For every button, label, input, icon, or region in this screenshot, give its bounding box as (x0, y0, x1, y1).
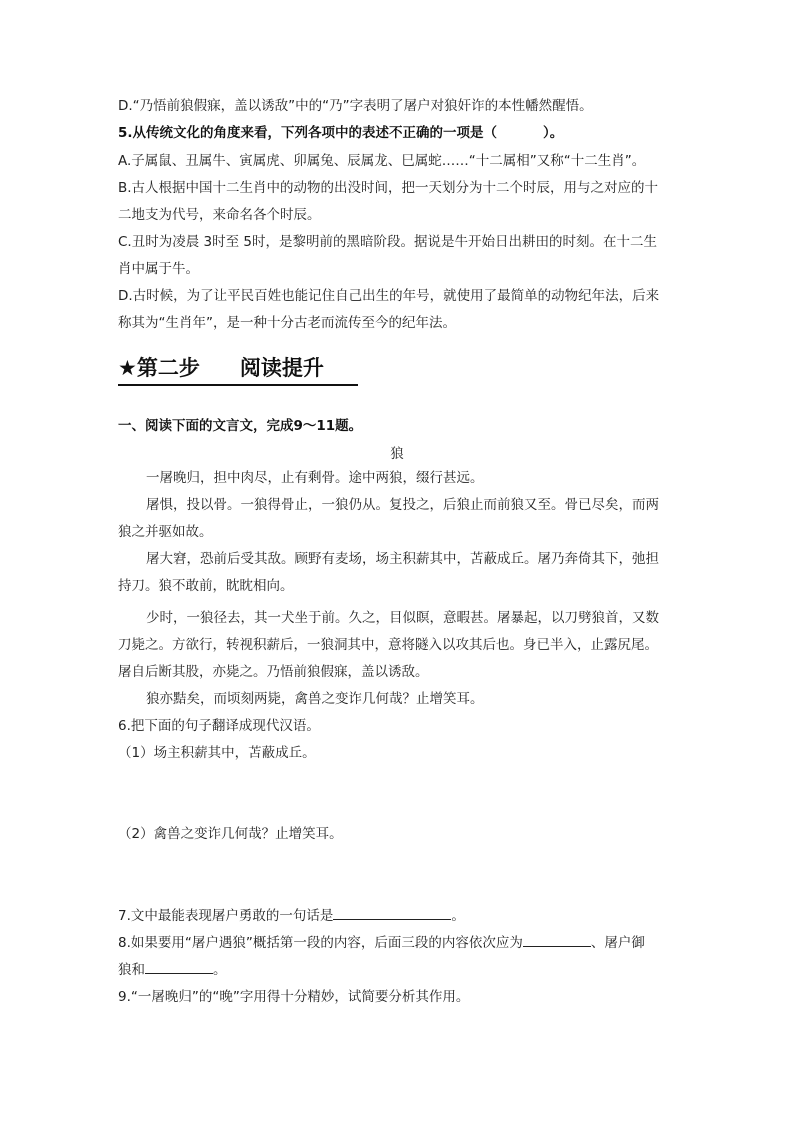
question-8-line1: 8.如果要用“屠户遇狼”概括第一段的内容，后面三段的内容依次应为 、屠户御 (118, 935, 645, 951)
passage-title: 狼 (390, 446, 404, 462)
answer-blank (145, 961, 213, 974)
question-5-option-c-line1: C.丑时为凌晨 3时至 5时，是黎明前的黑暗阶段。据说是牛开始日出耕田的时刻。在十二生 (118, 234, 657, 250)
question-5-option-b-line2: 二地支为代号，来命名各个时辰。 (118, 207, 321, 223)
question-4-option-d: D.“乃悟前狼假寐，盖以诱敌”中的“乃”字表明了屠户对狼奸诈的本性幡然醒悟。 (118, 98, 593, 114)
passage-paragraph-1: 一屠晚归，担中肉尽，止有剩骨。途中两狼，缀行甚远。 (146, 470, 484, 486)
question-6-stem: 6.把下面的句子翻译成现代汉语。 (118, 718, 320, 734)
question-8-line2: 狼和 。 (118, 962, 227, 978)
question-6-sentence-1: （1）场主积薪其中，苫蔽成丘。 (118, 745, 316, 761)
question-5-option-d-line2: 称其为“生肖年”，是一种十分古老而流传至今的纪年法。 (118, 315, 456, 331)
question-5-stem: 5.从传统文化的角度来看，下列各项中的表述不正确的一项是（ ）。 (118, 125, 564, 141)
passage-paragraph-4-line3: 屠自后断其股，亦毙之。乃悟前狼假寐，盖以诱敌。 (118, 664, 429, 680)
answer-blank (523, 934, 591, 947)
passage-paragraph-4-line1: 少时，一狼径去，其一犬坐于前。久之，目似瞑，意暇甚。屠暴起，以刀劈狼首，又数 (146, 610, 659, 626)
question-5-option-b-line1: B.古人根据中国十二生肖中的动物的出没时间，把一天划分为十二个时辰，用与之对应的十 (118, 180, 659, 196)
passage-paragraph-2-line1: 屠惧，投以骨。一狼得骨止，一狼仍从。复投之，后狼止而前狼又至。骨已尽矣，而两 (146, 497, 659, 513)
question-5-option-c-line2: 肖中属于牛。 (118, 261, 199, 277)
question-6-sentence-2: （2）禽兽之变诈几何哉？止增笑耳。 (118, 826, 343, 842)
passage-paragraph-4-line2: 刀毙之。方欲行，转视积薪后，一狼洞其中，意将隧入以攻其后也。身已半入，止露尻尾。 (118, 637, 658, 653)
question-5-option-d-line1: D.古时候，为了让平民百姓也能记住自己出生的年号，就使用了最简单的动物纪年法，后来 (118, 288, 660, 304)
answer-blank (333, 907, 451, 920)
passage-paragraph-5: 狼亦黠矣，而顷刻两毙，禽兽之变诈几何哉？止增笑耳。 (146, 691, 484, 707)
section-1-instruction: 一、阅读下面的文言文，完成9～11题。 (118, 418, 363, 434)
question-9: 9.“一屠晚归”的“晚”字用得十分精妙，试简要分析其作用。 (118, 989, 470, 1005)
passage-paragraph-3-line2: 持刀。狼不敢前，眈眈相向。 (118, 578, 294, 594)
passage-paragraph-3-line1: 屠大窘，恐前后受其敌。顾野有麦场，场主积薪其中，苫蔽成丘。屠乃奔倚其下，弛担 (146, 551, 659, 567)
question-7: 7.文中最能表现屠户勇敢的一句话是 。 (118, 908, 465, 924)
section-heading-step-2: ★第二步 阅读提升 (118, 354, 358, 386)
question-5-option-a: A.子属鼠、丑属牛、寅属虎、卯属兔、辰属龙、巳属蛇……“十二属相”又称“十二生肖”。 (118, 153, 646, 169)
passage-paragraph-2-line2: 狼之并驱如故。 (118, 524, 213, 540)
